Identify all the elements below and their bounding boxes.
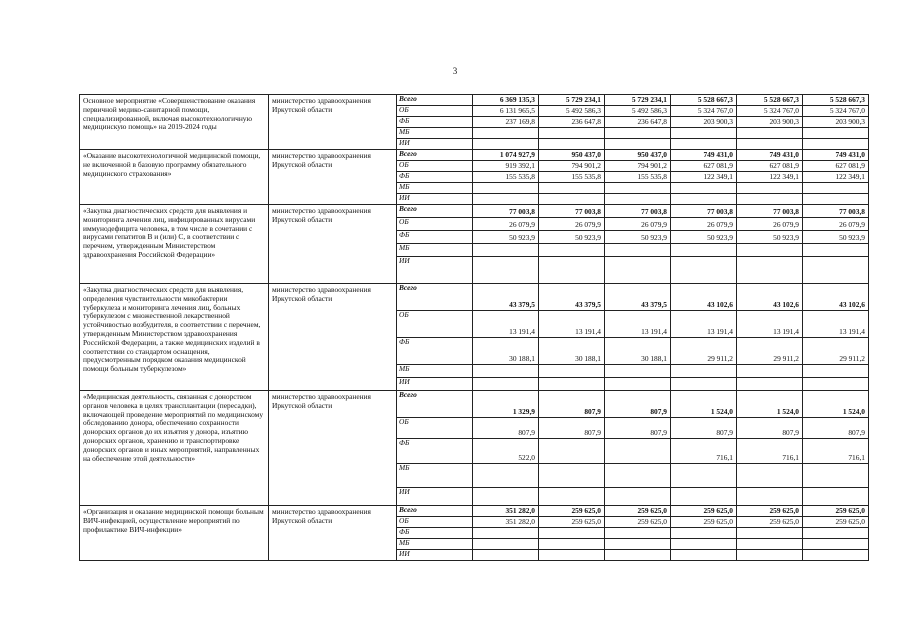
funding-source: Всего: [397, 205, 473, 218]
amount-cell: 155 535,8: [539, 172, 605, 183]
funding-source: МБ: [397, 183, 473, 194]
funding-source: ФБ: [397, 231, 473, 244]
amount-cell: 50 923,9: [539, 231, 605, 244]
amount-cell: [671, 488, 737, 506]
amount-cell: 43 379,5: [473, 284, 539, 311]
table-row: [80, 506, 869, 517]
amount-cell: [539, 539, 605, 550]
amount-cell: [473, 464, 539, 488]
amount-cell: 5 528 667,3: [671, 95, 737, 106]
table-row: [80, 150, 869, 161]
measure-executor: министерство здравоохранения Иркутской области: [269, 284, 397, 391]
amount-cell: [737, 244, 803, 257]
amount-cell: [737, 528, 803, 539]
amount-cell: [671, 128, 737, 139]
funding-source: ИИ: [397, 257, 473, 284]
measure-executor: министерство здравоохранения Иркутской области: [269, 506, 397, 561]
funding-source: Всего: [397, 95, 473, 106]
amount-cell: 43 379,5: [605, 284, 671, 311]
amount-cell: 43 102,6: [671, 284, 737, 311]
amount-cell: 13 191,4: [539, 311, 605, 338]
funding-source: ОБ: [397, 311, 473, 338]
amount-cell: [605, 439, 671, 464]
amount-cell: [539, 550, 605, 561]
amount-cell: [473, 183, 539, 194]
amount-cell: [473, 378, 539, 391]
amount-cell: 807,9: [539, 391, 605, 418]
amount-cell: [539, 128, 605, 139]
amount-cell: [539, 439, 605, 464]
measure-name: «Медицинская деятельность, связанная с донорством органов человека в целях трансплантации (пересадки), включающей проведение мероприятий по медицинскому обследованию донора, обеспечению сохранности донорских органов до их изъятия у донора, изъятию донорских органов, хранению и транспортировке донорских органов и иных мероприятий, направленных на обеспечение этой деятельности»: [80, 391, 269, 506]
amount-cell: [737, 539, 803, 550]
measure-executor: министерство здравоохранения Иркутской области: [269, 150, 397, 205]
funding-source: Всего: [397, 506, 473, 517]
funding-source: ОБ: [397, 517, 473, 528]
amount-cell: 5 528 667,3: [737, 95, 803, 106]
amount-cell: [605, 539, 671, 550]
amount-cell: 50 923,9: [737, 231, 803, 244]
amount-cell: 807,9: [671, 418, 737, 439]
amount-cell: 351 282,0: [473, 517, 539, 528]
amount-cell: 30 188,1: [473, 338, 539, 365]
amount-cell: 122 349,1: [671, 172, 737, 183]
amount-cell: [605, 378, 671, 391]
amount-cell: 77 003,8: [605, 205, 671, 218]
amount-cell: [605, 488, 671, 506]
amount-cell: [803, 539, 869, 550]
amount-cell: 1 524,0: [671, 391, 737, 418]
amount-cell: 77 003,8: [539, 205, 605, 218]
amount-cell: 13 191,4: [737, 311, 803, 338]
amount-cell: [737, 128, 803, 139]
amount-cell: [671, 139, 737, 150]
amount-cell: [803, 365, 869, 378]
amount-cell: [737, 378, 803, 391]
amount-cell: [473, 257, 539, 284]
amount-cell: [671, 194, 737, 205]
amount-cell: [605, 194, 671, 205]
funding-source: МБ: [397, 128, 473, 139]
amount-cell: 807,9: [473, 418, 539, 439]
amount-cell: [605, 528, 671, 539]
amount-cell: [803, 528, 869, 539]
amount-cell: 13 191,4: [803, 311, 869, 338]
amount-cell: 5 324 767,0: [671, 106, 737, 117]
measure-name: «Организация и оказание медицинской помощи больным ВИЧ-инфекцией, осуществление мероприятий по профилактике ВИЧ-инфекции»: [80, 506, 269, 561]
amount-cell: 77 003,8: [737, 205, 803, 218]
amount-cell: 259 625,0: [539, 517, 605, 528]
amount-cell: 77 003,8: [473, 205, 539, 218]
amount-cell: [539, 194, 605, 205]
amount-cell: [605, 550, 671, 561]
amount-cell: 6 369 135,3: [473, 95, 539, 106]
amount-cell: [737, 550, 803, 561]
amount-cell: 807,9: [605, 391, 671, 418]
table-row: [80, 95, 869, 106]
amount-cell: [539, 528, 605, 539]
amount-cell: 50 923,9: [605, 231, 671, 244]
amount-cell: [803, 128, 869, 139]
amount-cell: 259 625,0: [605, 506, 671, 517]
amount-cell: 950 437,0: [605, 150, 671, 161]
funding-source: ОБ: [397, 106, 473, 117]
amount-cell: 522,0: [473, 439, 539, 464]
amount-cell: 26 079,9: [473, 218, 539, 231]
amount-cell: 26 079,9: [803, 218, 869, 231]
amount-cell: [473, 128, 539, 139]
amount-cell: [803, 488, 869, 506]
amount-cell: 236 647,8: [539, 117, 605, 128]
amount-cell: 29 911,2: [671, 338, 737, 365]
amount-cell: [539, 365, 605, 378]
amount-cell: [737, 257, 803, 284]
measure-name: «Закупка диагностических средств для выявления, определения чувствительности микобактерии туберкулеза и мониторинга лечения лиц, больных туберкулезом с множественной лекарственной устойчивостью возбудителя, в соответствии с перечнем, утвержденным Министерством здравоохранения Российской Федерации, а также медицинских изделий в соответствии со стандартом оснащения, предусмотренным порядком оказания медицинской помощи больным туберкулезом»: [80, 284, 269, 391]
amount-cell: [539, 464, 605, 488]
amount-cell: [671, 550, 737, 561]
amount-cell: [803, 183, 869, 194]
amount-cell: 50 923,9: [473, 231, 539, 244]
amount-cell: [539, 139, 605, 150]
amount-cell: 716,1: [803, 439, 869, 464]
amount-cell: 259 625,0: [803, 517, 869, 528]
amount-cell: 794 901,2: [605, 161, 671, 172]
amount-cell: 5 729 234,1: [605, 95, 671, 106]
funding-source: Всего: [397, 284, 473, 311]
amount-cell: [539, 183, 605, 194]
measure-executor: министерство здравоохранения Иркутской области: [269, 95, 397, 150]
funding-source: ИИ: [397, 194, 473, 205]
amount-cell: [473, 244, 539, 257]
amount-cell: 203 900,3: [671, 117, 737, 128]
amount-cell: 155 535,8: [473, 172, 539, 183]
amount-cell: 43 102,6: [737, 284, 803, 311]
amount-cell: [605, 128, 671, 139]
amount-cell: 77 003,8: [803, 205, 869, 218]
amount-cell: 950 437,0: [539, 150, 605, 161]
budget-table: [79, 94, 869, 561]
amount-cell: 30 188,1: [539, 338, 605, 365]
amount-cell: 627 081,9: [737, 161, 803, 172]
amount-cell: 5 729 234,1: [539, 95, 605, 106]
amount-cell: [803, 550, 869, 561]
amount-cell: 122 349,1: [737, 172, 803, 183]
amount-cell: 29 911,2: [803, 338, 869, 365]
amount-cell: [737, 365, 803, 378]
table-row: [80, 391, 869, 418]
page-number: 3: [452, 66, 458, 76]
amount-cell: 627 081,9: [803, 161, 869, 172]
amount-cell: 749 431,0: [671, 150, 737, 161]
amount-cell: 351 282,0: [473, 506, 539, 517]
amount-cell: 259 625,0: [539, 506, 605, 517]
amount-cell: [737, 194, 803, 205]
amount-cell: 807,9: [737, 418, 803, 439]
amount-cell: 5 324 767,0: [737, 106, 803, 117]
amount-cell: 13 191,4: [605, 311, 671, 338]
measure-executor: министерство здравоохранения Иркутской области: [269, 391, 397, 506]
funding-source: ОБ: [397, 161, 473, 172]
amount-cell: 5 492 586,3: [539, 106, 605, 117]
amount-cell: 919 392,1: [473, 161, 539, 172]
amount-cell: 1 329,9: [473, 391, 539, 418]
measure-executor: министерство здравоохранения Иркутской области: [269, 205, 397, 284]
amount-cell: [473, 550, 539, 561]
amount-cell: [803, 244, 869, 257]
amount-cell: [473, 194, 539, 205]
amount-cell: [737, 464, 803, 488]
amount-cell: [605, 464, 671, 488]
amount-cell: [605, 257, 671, 284]
amount-cell: 237 169,8: [473, 117, 539, 128]
funding-source: ФБ: [397, 172, 473, 183]
amount-cell: [473, 488, 539, 506]
amount-cell: [803, 464, 869, 488]
funding-source: ОБ: [397, 218, 473, 231]
funding-source: ФБ: [397, 338, 473, 365]
amount-cell: [539, 378, 605, 391]
amount-cell: 203 900,3: [737, 117, 803, 128]
amount-cell: 236 647,8: [605, 117, 671, 128]
amount-cell: 807,9: [605, 418, 671, 439]
amount-cell: [605, 139, 671, 150]
funding-source: МБ: [397, 365, 473, 378]
amount-cell: 5 492 586,3: [605, 106, 671, 117]
budget-table-body: [80, 95, 869, 561]
amount-cell: [473, 539, 539, 550]
amount-cell: 26 079,9: [605, 218, 671, 231]
funding-source: ИИ: [397, 550, 473, 561]
amount-cell: [539, 257, 605, 284]
amount-cell: 259 625,0: [737, 517, 803, 528]
amount-cell: 43 379,5: [539, 284, 605, 311]
amount-cell: 259 625,0: [737, 506, 803, 517]
table-row: [80, 284, 869, 311]
amount-cell: 259 625,0: [803, 506, 869, 517]
amount-cell: [737, 183, 803, 194]
funding-source: Всего: [397, 150, 473, 161]
funding-source: ФБ: [397, 439, 473, 464]
amount-cell: [671, 528, 737, 539]
amount-cell: [473, 528, 539, 539]
amount-cell: 807,9: [803, 418, 869, 439]
funding-source: ИИ: [397, 488, 473, 506]
amount-cell: 716,1: [671, 439, 737, 464]
measure-name: Основное мероприятие «Совершенствование оказания первичной медико-санитарной помощи, специализированной, включая высокотехнологичную медицинскую помощь» на 2019-2024 годы: [80, 95, 269, 150]
funding-source: ФБ: [397, 528, 473, 539]
amount-cell: 794 901,2: [539, 161, 605, 172]
amount-cell: 26 079,9: [737, 218, 803, 231]
amount-cell: 50 923,9: [671, 231, 737, 244]
funding-source: МБ: [397, 244, 473, 257]
amount-cell: 77 003,8: [671, 205, 737, 218]
amount-cell: 716,1: [737, 439, 803, 464]
amount-cell: [737, 488, 803, 506]
funding-source: ИИ: [397, 139, 473, 150]
amount-cell: 13 191,4: [473, 311, 539, 338]
amount-cell: 749 431,0: [803, 150, 869, 161]
amount-cell: 43 102,6: [803, 284, 869, 311]
amount-cell: 29 911,2: [737, 338, 803, 365]
funding-source: Всего: [397, 391, 473, 418]
amount-cell: [473, 139, 539, 150]
amount-cell: 5 528 667,3: [803, 95, 869, 106]
amount-cell: 259 625,0: [605, 517, 671, 528]
amount-cell: 627 081,9: [671, 161, 737, 172]
amount-cell: 26 079,9: [539, 218, 605, 231]
amount-cell: [671, 378, 737, 391]
amount-cell: 155 535,8: [605, 172, 671, 183]
amount-cell: [671, 464, 737, 488]
amount-cell: 807,9: [539, 418, 605, 439]
amount-cell: 26 079,9: [671, 218, 737, 231]
amount-cell: [605, 183, 671, 194]
amount-cell: 1 524,0: [737, 391, 803, 418]
amount-cell: 50 923,9: [803, 231, 869, 244]
amount-cell: 30 188,1: [605, 338, 671, 365]
amount-cell: 259 625,0: [671, 517, 737, 528]
amount-cell: 1 524,0: [803, 391, 869, 418]
measure-name: «Оказание высокотехнологичной медицинской помощи, не включенной в базовую программу обязательного медицинского страхования»: [80, 150, 269, 205]
funding-source: ФБ: [397, 117, 473, 128]
amount-cell: 203 900,3: [803, 117, 869, 128]
amount-cell: [539, 244, 605, 257]
amount-cell: 13 191,4: [671, 311, 737, 338]
amount-cell: 749 431,0: [737, 150, 803, 161]
amount-cell: [671, 183, 737, 194]
amount-cell: 6 131 965,5: [473, 106, 539, 117]
amount-cell: [671, 539, 737, 550]
funding-source: ОБ: [397, 418, 473, 439]
funding-source: ИИ: [397, 378, 473, 391]
amount-cell: [671, 244, 737, 257]
amount-cell: [737, 139, 803, 150]
amount-cell: [671, 257, 737, 284]
table-row: [80, 205, 869, 218]
amount-cell: [539, 488, 605, 506]
funding-source: МБ: [397, 539, 473, 550]
amount-cell: [671, 365, 737, 378]
amount-cell: [605, 365, 671, 378]
amount-cell: [803, 194, 869, 205]
amount-cell: [605, 244, 671, 257]
amount-cell: [803, 378, 869, 391]
amount-cell: [803, 257, 869, 284]
measure-name: «Закупка диагностических средств для выявления и мониторинга лечения лиц, инфицированных вирусами иммунодефицита человека, в том числе в сочетании с вирусами гепатитов В и (или) С, в соответствии с перечнем, утвержденным Министерством здравоохранения Российской Федерации»: [80, 205, 269, 284]
amount-cell: [473, 365, 539, 378]
amount-cell: [803, 139, 869, 150]
funding-source: МБ: [397, 464, 473, 488]
amount-cell: 5 324 767,0: [803, 106, 869, 117]
amount-cell: 122 349,1: [803, 172, 869, 183]
amount-cell: 259 625,0: [671, 506, 737, 517]
amount-cell: 1 074 927,9: [473, 150, 539, 161]
